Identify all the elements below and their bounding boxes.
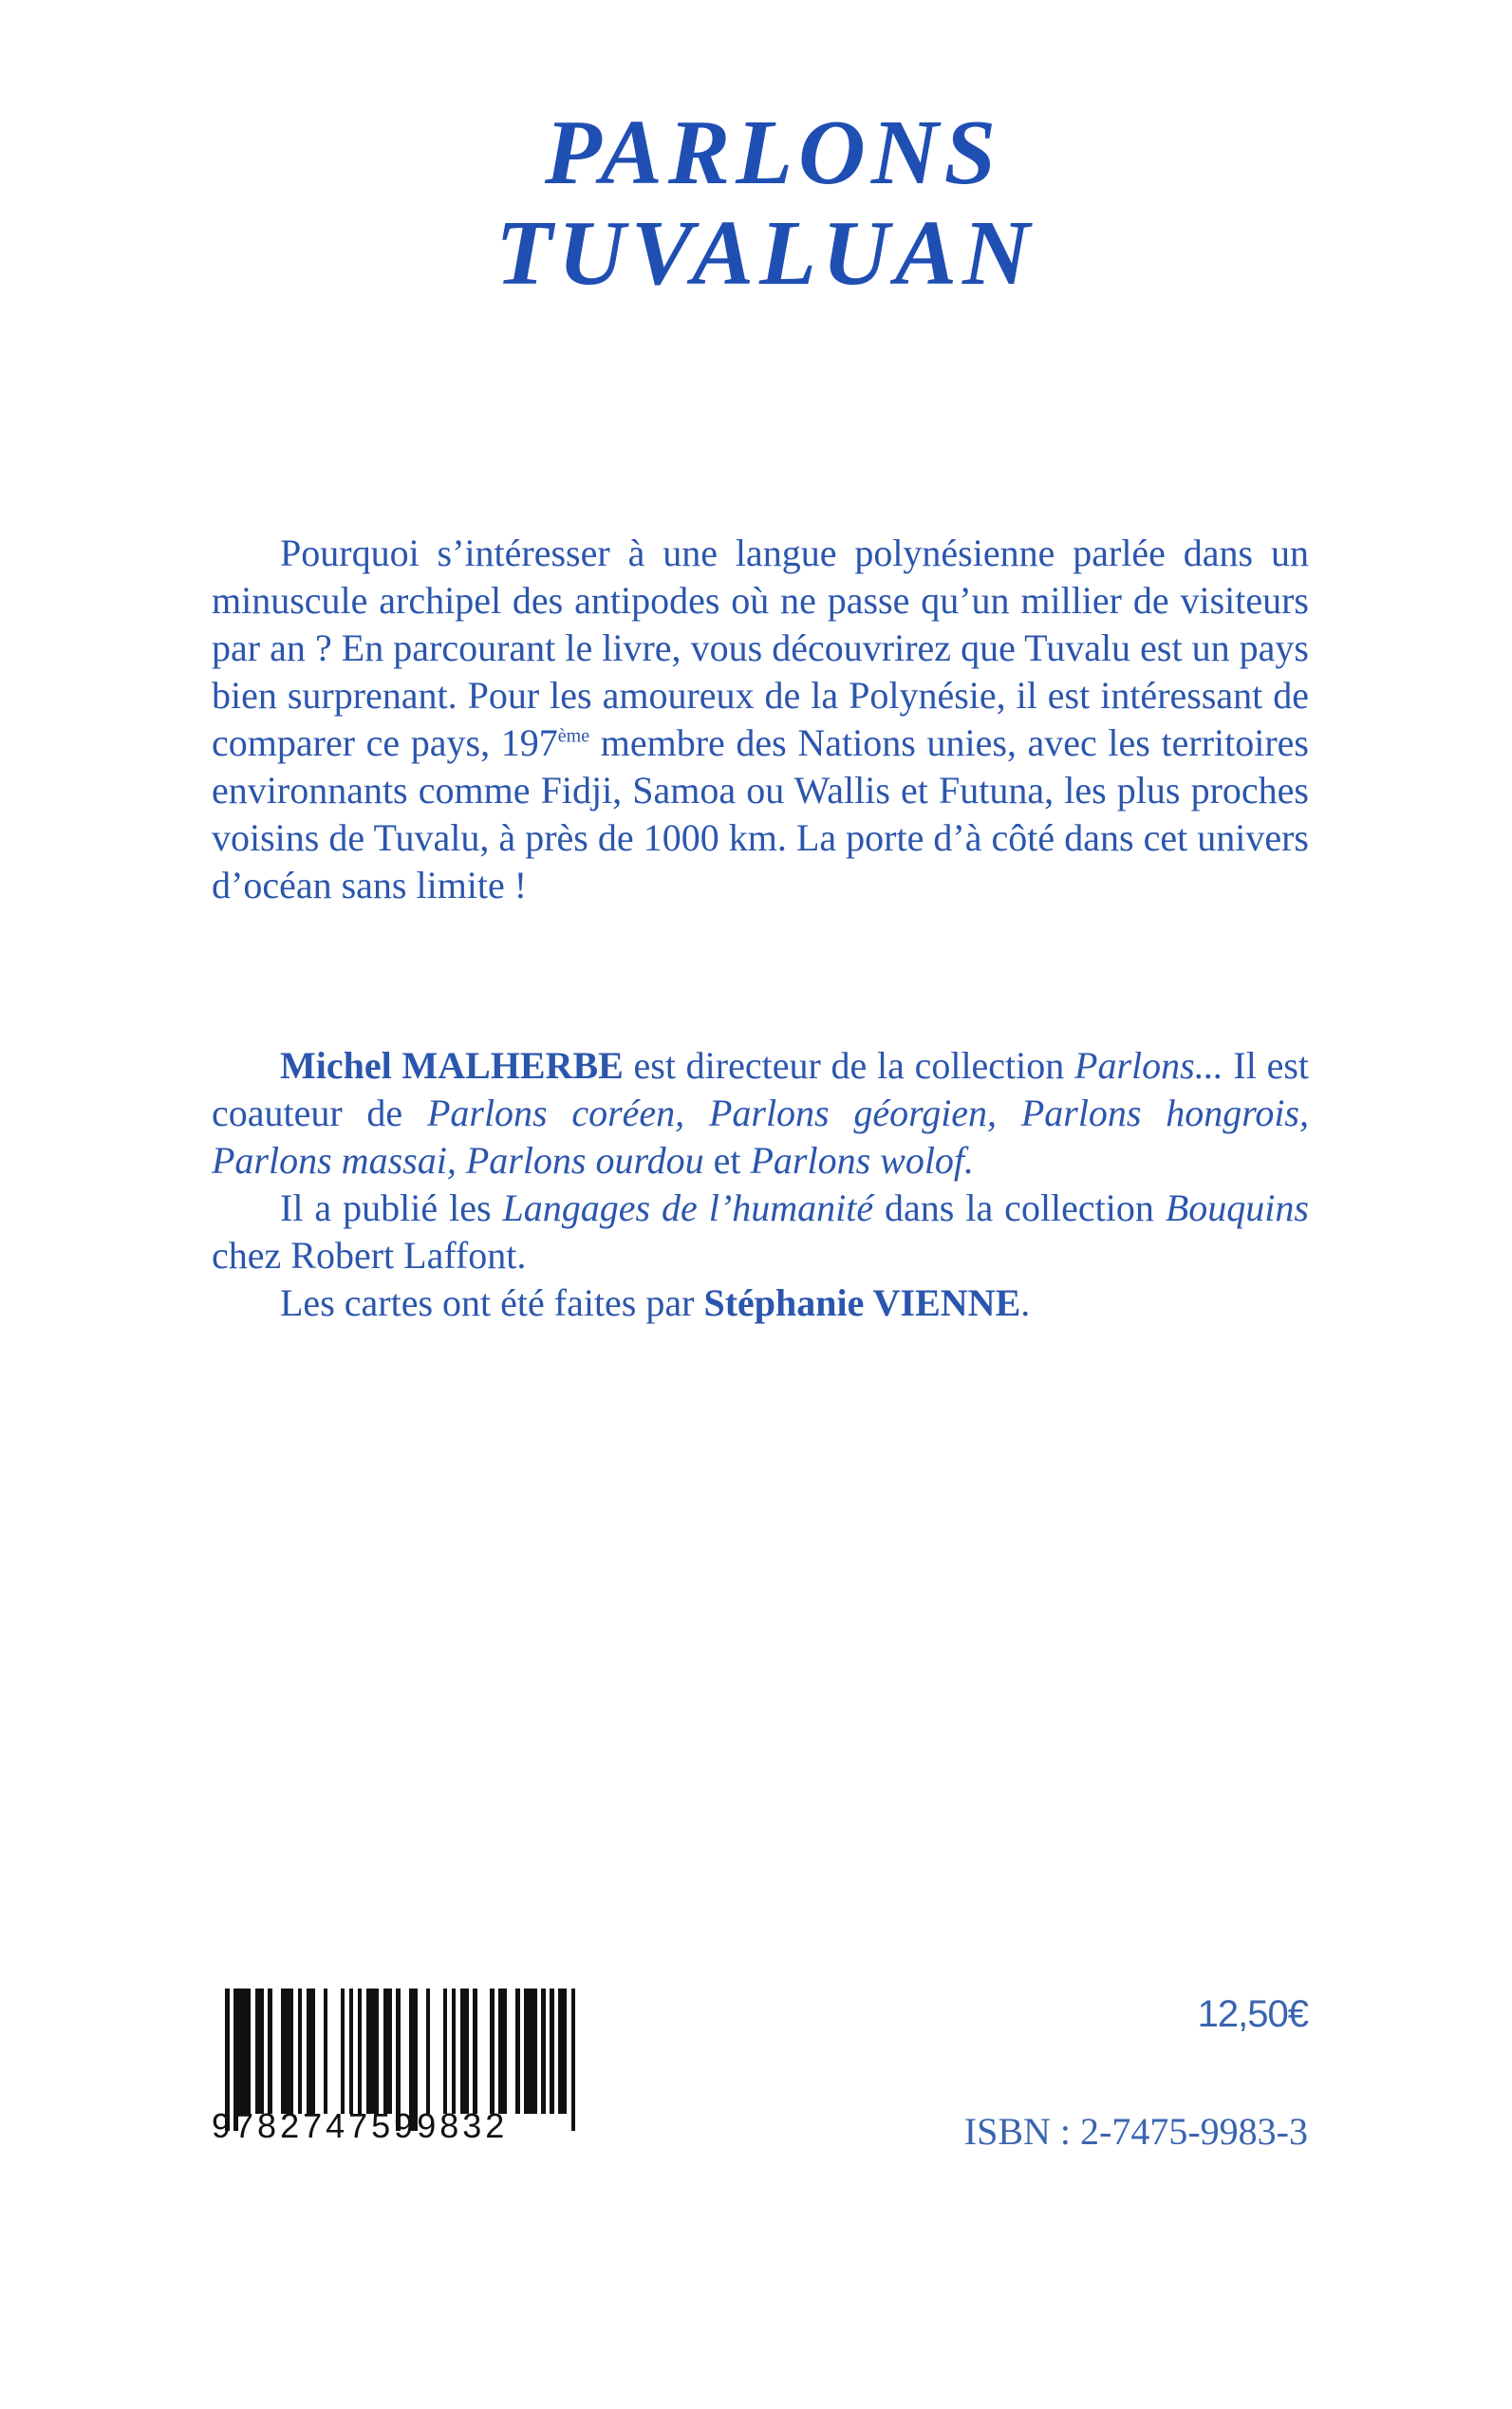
barcode-bar: [550, 1989, 554, 2114]
bio-text: Les cartes ont été faites par: [280, 1281, 704, 1324]
bio-text: .: [1020, 1281, 1031, 1324]
isbn: ISBN : 2-7475-9983-3: [963, 2110, 1308, 2153]
barcode-bar: [571, 1989, 576, 2131]
author-name: Michel MALHERBE: [280, 1044, 624, 1087]
barcode-bar: [490, 1989, 495, 2114]
barcode-bar: [238, 1989, 252, 2114]
bio-text: dans la collection: [873, 1186, 1166, 1229]
barcode-bar: [298, 1989, 303, 2114]
barcode-bar: [426, 1989, 431, 2114]
barcode-bar: [341, 1989, 345, 2114]
barcode-bar: [307, 1989, 315, 2114]
barcode-bar: [281, 1989, 294, 2114]
ordinal-suffix: ème: [557, 725, 590, 747]
barcode-bar: [383, 1989, 392, 2114]
title-line-2: TUVALUAN: [495, 202, 1036, 305]
book-title: Parlons ourdou: [465, 1139, 704, 1182]
barcode-bar: [515, 1989, 520, 2114]
barcode-bar: [460, 1989, 469, 2114]
barcode-bar: [268, 1989, 272, 2114]
title-line-1: PARLONS: [544, 102, 1002, 204]
blurb-intro: Pourquoi s’intéresser à une langue polynésienne parlée dans un minuscule archipel des antipodes où ne passe qu’un millier de visiteurs par an ? En parcourant le livre, vous découvrirez que Tuvalu est un pays bien surprenant. Pour les amoureux de la Polynésie, il est intéressant de comparer ce pays, 197: [212, 532, 1309, 764]
author-bio: [212, 1042, 1309, 1327]
barcode-number: 9782747599832: [212, 2106, 509, 2145]
barcode-bar: [255, 1989, 264, 2114]
blurb-rest: membre des Nations unies, avec les territoires environnants comme Fidji, Samoa ou Wallis et Futuna, les plus proches voisins de Tuvalu, à près de 1000 km. La porte d’à côté dans cet univers d’océan sans limite !: [212, 721, 1309, 906]
bio-text: Il est coauteur de: [212, 1044, 1310, 1134]
barcode-bar: [558, 1989, 567, 2114]
barcode-bar: [366, 1989, 380, 2114]
barcode-bar: [452, 1989, 457, 2114]
bio-text: et: [703, 1139, 751, 1182]
bio-text: est directeur de la collection: [623, 1044, 1075, 1087]
blurb-paragraph: [212, 530, 1309, 909]
barcode-bar: [498, 1989, 507, 2114]
book-title: Parlons coréen,: [426, 1092, 685, 1134]
book-title: Parlons géorgien,: [708, 1092, 998, 1134]
bio-text: Il a publié les: [280, 1186, 503, 1229]
book-title: Parlons wolof.: [750, 1139, 975, 1182]
barcode-bar: [541, 1989, 546, 2114]
barcode-bar: [358, 1989, 363, 2114]
barcode-bar: [349, 1989, 354, 2114]
barcode-bar: [443, 1989, 448, 2114]
barcode-bar: [324, 1989, 328, 2114]
barcode-bar: [473, 1989, 477, 2114]
collection-name: Parlons...: [1074, 1044, 1223, 1087]
illustrator-name: Stéphanie VIENNE: [703, 1281, 1021, 1324]
book-title: Langages de l’humanité: [502, 1186, 874, 1229]
price: 12,50€: [1197, 1993, 1308, 2035]
book-title: Parlons massai,: [212, 1139, 457, 1182]
barcode: [212, 1989, 525, 2145]
collection-name: Bouquins: [1165, 1186, 1309, 1229]
book-title: Parlons hongrois,: [1020, 1092, 1309, 1134]
bio-text: chez Robert Laffont.: [212, 1234, 527, 1277]
barcode-bar: [524, 1989, 537, 2114]
